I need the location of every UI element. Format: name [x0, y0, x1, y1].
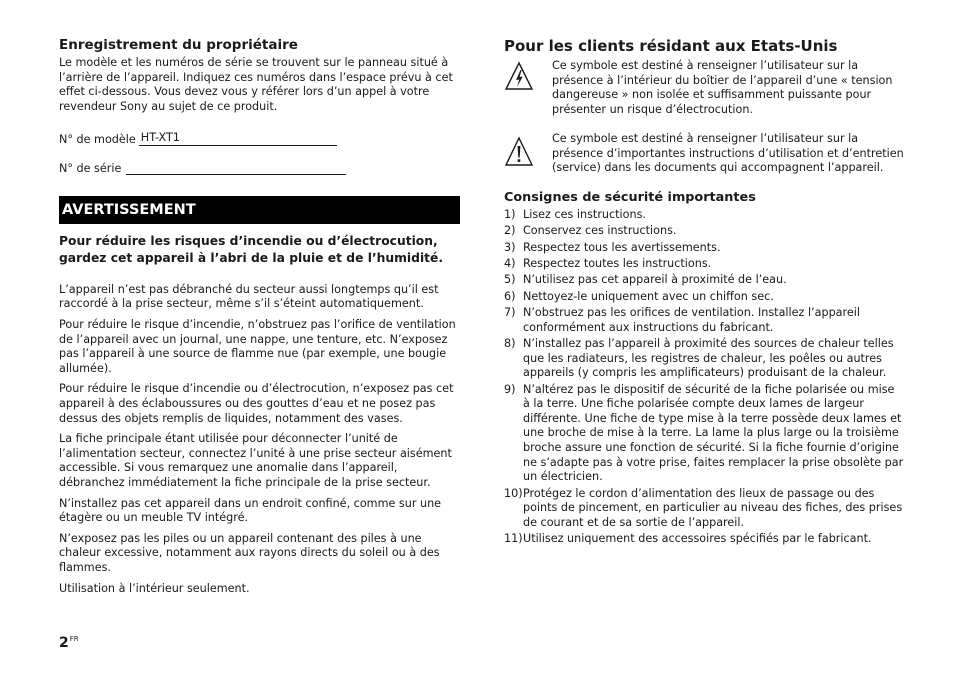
- item-text: Conservez ces instructions.: [523, 224, 677, 238]
- safety-list: [504, 208, 904, 547]
- symbol-2-text: Ce symbole est destiné à renseigner l’utilisateur sur la présence d’importantes instructions d’utilisation et d’entretien (service) dans les documents qui accompagnent l’appareil.: [552, 131, 904, 175]
- list-item: [504, 383, 904, 485]
- item-number: 9): [504, 382, 516, 396]
- item-text: Respectez tous les avertissements.: [523, 240, 721, 254]
- item-number: 11): [504, 532, 523, 546]
- item-number: 6): [504, 289, 516, 303]
- symbol-row-lightning: [504, 59, 904, 118]
- list-item: [504, 532, 904, 547]
- item-number: 2): [504, 224, 516, 238]
- right-column: [504, 36, 904, 547]
- list-item: [504, 487, 904, 531]
- serial-number-value: [126, 160, 346, 175]
- item-text: N’utilisez pas cet appareil à proximité de l’eau.: [523, 273, 787, 287]
- item-number: 5): [504, 273, 516, 287]
- item-text: Nettoyez-le uniquement avec un chiffon sec.: [523, 289, 774, 303]
- left-column: [59, 36, 460, 596]
- exclamation-triangle-icon: [504, 132, 552, 176]
- list-item: [504, 290, 904, 305]
- serial-number-label: N° de série: [59, 161, 122, 175]
- lightning-triangle-icon: [504, 59, 552, 118]
- warning-paragraph: N’exposez pas les piles ou un appareil contenant des piles à une chaleur excessive, notamment aux rayons directs du soleil ou à des flammes.: [59, 531, 440, 574]
- list-item: [504, 224, 904, 239]
- warning-heading: AVERTISSEMENT: [59, 196, 460, 224]
- registration-title: Enregistrement du propriétaire: [59, 37, 298, 53]
- warning-bold-lead: Pour réduire les risques d’incendie ou d’électrocution, gardez cet appareil à l’abri de la pluie et de l’humidité.: [59, 233, 444, 265]
- list-item: [504, 208, 904, 223]
- page-language: FR: [69, 635, 79, 643]
- warning-paragraph: La fiche principale étant utilisée pour déconnecter l’unité de l’alimentation secteur, connectez l’unité à une prise secteur aisément accessible. Si vous remarquez une anomalie dans l’appareil, débranchez immédiatement la fiche principale de la prise secteur.: [59, 432, 452, 489]
- symbol-1-text: Ce symbole est destiné à renseigner l’utilisateur sur la présence à l’intérieur du boîtier de l’appareil d’une « tension dangereuse » non isolée et suffisamment puissante pour présenter un risque d’électrocution.: [552, 59, 893, 117]
- item-text: Lisez ces instructions.: [523, 207, 646, 221]
- safety-title: Consignes de sécurité importantes: [504, 189, 756, 205]
- item-number: 8): [504, 337, 516, 351]
- model-number-value: HT-XT1: [139, 131, 337, 146]
- list-item: [504, 273, 904, 288]
- symbol-row-exclamation: [504, 132, 904, 176]
- item-number: 10): [504, 486, 523, 500]
- list-item: [504, 241, 904, 256]
- item-text: Respectez toutes les instructions.: [523, 256, 712, 270]
- model-number-label: N° de modèle: [59, 132, 136, 146]
- item-number: 1): [504, 207, 516, 221]
- warning-paragraph: Utilisation à l’intérieur seulement.: [59, 581, 250, 595]
- item-number: 3): [504, 240, 516, 254]
- item-text: N’altérez pas le dispositif de sécurité de la fiche polarisée ou mise à la terre. Une fiche polarisée compte deux lames de largeur différente. Une fiche de type mise à la terre possède deux lames et une broche de mise à la terre. La lame la plus large ou la troisième broche assure une fonction de sécurité. Si la fiche fournie d’origine ne s’adapte pas à votre prise, faites remplacer la prise obsolète par un électricien.: [523, 382, 904, 484]
- warning-paragraph: N’installez pas cet appareil dans un endroit confiné, comme sur une étagère ou un meuble TV intégré.: [59, 496, 442, 525]
- list-item: [504, 337, 904, 381]
- warning-paragraph: L’appareil n’est pas débranché du secteur aussi longtemps qu’il est raccordé à la prise secteur, même s’il s’éteint automatiquement.: [59, 282, 439, 311]
- item-text: N’obstruez pas les orifices de ventilation. Installez l’appareil conformément aux instructions du fabricant.: [523, 306, 860, 334]
- registration-intro: Le modèle et les numéros de série se trouvent sur le panneau situé à l’arrière de l’appareil. Indiquez ces numéros dans l’espace prévu à cet effet ci-dessous. Vous devez vous y référer lors d’un appel à votre revendeur Sony au sujet de ce produit.: [59, 56, 453, 114]
- model-number-field: [59, 131, 460, 146]
- list-item: [504, 257, 904, 272]
- item-text: Utilisez uniquement des accessoires spécifiés par le fabricant.: [523, 532, 872, 546]
- page-number: [59, 635, 79, 651]
- item-text: N’installez pas l’appareil à proximité des sources de chaleur telles que les radiateurs, les registres de chaleur, les poêles ou autres appareils (y compris les amplificateurs) produisant de la chaleur.: [523, 337, 894, 380]
- item-text: Protégez le cordon d’alimentation des lieux de passage ou des points de pincement, en particulier au niveau des fiches, des prises de courant et de sa sortie de l’appareil.: [523, 486, 903, 529]
- warning-paragraph: Pour réduire le risque d’incendie, n’obstruez pas l’orifice de ventilation de l’appareil avec un journal, une nappe, une tenture, etc. N’exposez pas l’appareil à une source de flamme nue (par exemple, une bougie allumée).: [59, 318, 456, 375]
- us-clients-title: Pour les clients résidant aux Etats-Unis: [504, 37, 838, 55]
- warning-paragraph: Pour réduire le risque d’incendie ou d’électrocution, n’exposez pas cet appareil à des éclaboussures ou des gouttes d’eau et ne posez pas dessus des objets remplis de liquides, notamment des vases.: [59, 382, 454, 425]
- item-number: 4): [504, 256, 516, 270]
- page-number-value: 2: [59, 635, 69, 651]
- item-number: 7): [504, 306, 516, 320]
- serial-number-field: [59, 160, 460, 175]
- list-item: [504, 306, 904, 335]
